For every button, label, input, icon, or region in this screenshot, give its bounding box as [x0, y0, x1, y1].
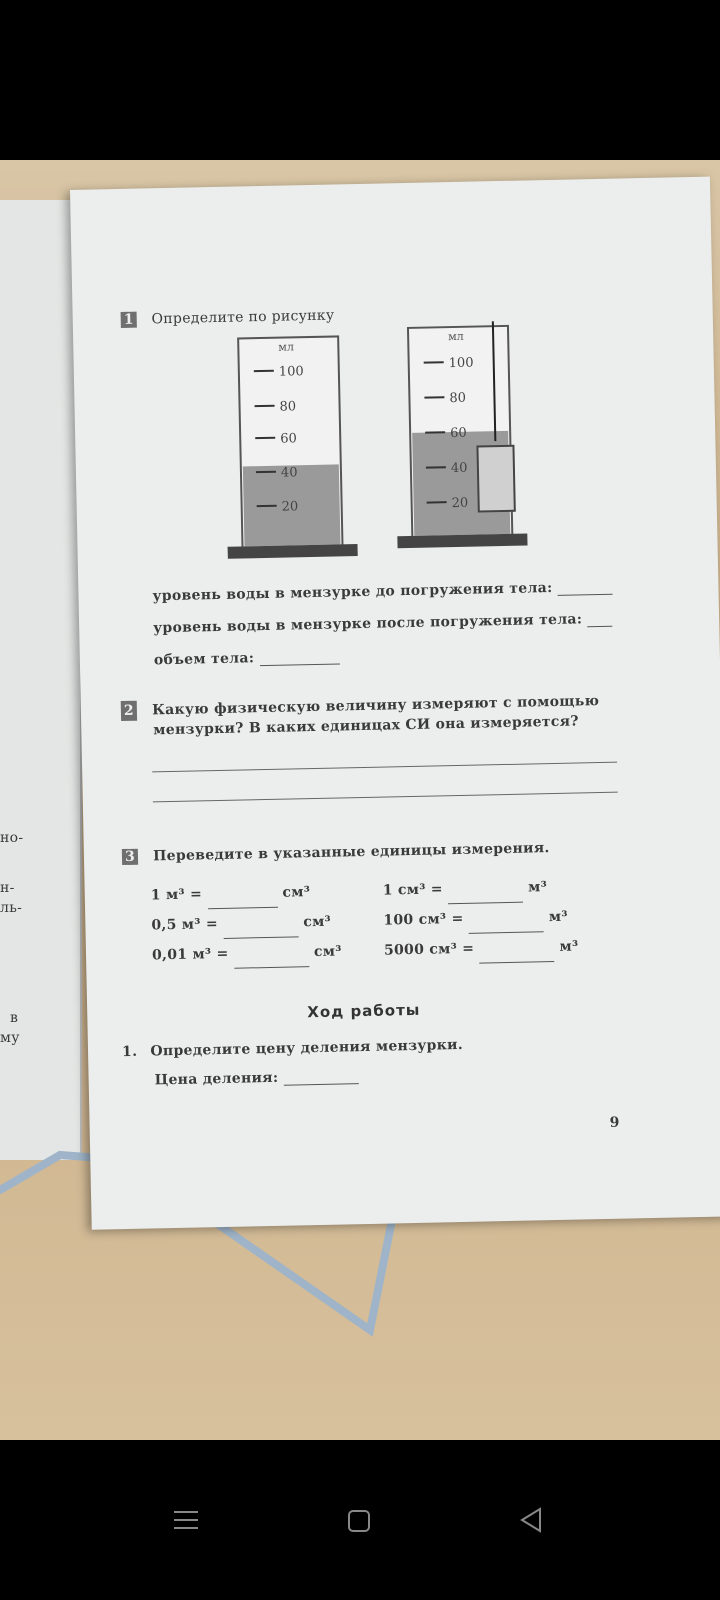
left-page-fragment: му	[0, 1030, 20, 1046]
task2-answer-line-2[interactable]	[153, 792, 618, 803]
scale-label: 80	[279, 399, 297, 415]
step-number: 1.	[121, 1043, 138, 1061]
conversion-unit: см³	[282, 884, 311, 901]
conversion-row	[382, 872, 577, 906]
left-page-fragment: н-	[0, 880, 15, 896]
conversion-row	[384, 932, 579, 966]
scale-label: 80	[449, 390, 467, 407]
conversion-unit: м³	[559, 938, 579, 955]
step-text: Определите цену деления мензурки.	[150, 1036, 464, 1060]
beaker-unit-label: мл	[448, 329, 464, 344]
conversion-row	[152, 936, 342, 970]
division-price-blank[interactable]	[284, 1082, 359, 1086]
level-after-label: уровень воды в мензурке после погружения тела:	[153, 611, 583, 637]
workbook-page	[70, 177, 720, 1230]
volume-label: объем тела:	[153, 650, 255, 669]
division-price-row	[154, 1068, 358, 1088]
submerged-body	[477, 446, 514, 512]
beaker-before	[223, 336, 358, 559]
level-before-blank[interactable]	[558, 593, 613, 596]
back-icon[interactable]	[518, 1506, 544, 1534]
task-number: 3	[122, 849, 138, 865]
scale-label: 60	[450, 425, 467, 442]
home-icon[interactable]	[346, 1508, 372, 1534]
conversion-unit: м³	[548, 908, 569, 926]
level-before-row	[152, 579, 613, 605]
left-page-fragment: в	[10, 1010, 19, 1026]
conversion-blank[interactable]	[480, 960, 555, 964]
conversion-lhs: 100 см³ =	[383, 910, 464, 929]
conversion-unit: м³	[528, 879, 548, 896]
conversion-unit: см³	[313, 943, 342, 961]
task2-line2: мензурки? В каких единицах СИ она измеряется?	[153, 713, 579, 739]
scale-label: 40	[280, 465, 298, 481]
scale-label: 20	[451, 495, 469, 512]
task-number: 1	[121, 312, 137, 328]
conversion-unit: см³	[303, 913, 332, 931]
level-before-label: уровень воды в мензурке до погружения тела:	[152, 579, 553, 605]
photo-background	[0, 160, 720, 1440]
beaker-after	[393, 321, 528, 549]
level-after-blank[interactable]	[588, 625, 613, 628]
task3-title: Переведите в указанные единицы измерения.	[153, 840, 550, 865]
beaker-unit-label: мл	[278, 340, 295, 354]
task2-answer-line-1[interactable]	[152, 762, 617, 773]
left-page-fragment: ль-	[0, 900, 23, 916]
task-number: 2	[121, 701, 137, 721]
conversion-row	[151, 906, 341, 940]
task3-right-column	[382, 872, 578, 966]
menu-icon[interactable]	[172, 1508, 200, 1532]
scale-label: 100	[278, 364, 304, 380]
volume-row	[154, 648, 340, 668]
conversion-lhs: 0,5 м³ =	[151, 916, 219, 934]
scale-label: 100	[448, 355, 474, 372]
conversion-lhs: 5000 см³ =	[383, 940, 475, 959]
conversion-blank[interactable]	[234, 965, 309, 969]
task1-title: Определите по рисунку	[151, 307, 335, 328]
left-page-edge	[0, 200, 82, 1160]
conversion-lhs: 0,01 м³ =	[151, 945, 229, 964]
task3-left-column	[150, 876, 342, 970]
level-after-row	[153, 611, 613, 637]
scale-label: 20	[281, 499, 299, 515]
task3-header	[122, 840, 550, 865]
division-price-label: Цена деления:	[154, 1069, 279, 1089]
conversion-lhs: 1 м³ =	[150, 886, 203, 904]
work-heading: Ход работы	[307, 1000, 421, 1022]
work-step-1	[122, 1037, 463, 1060]
left-page-fragment: но-	[0, 830, 24, 846]
task2-line1: Какую физическую величину измеряют с помощью	[151, 693, 600, 719]
android-nav-bar	[0, 1440, 720, 1600]
scale-label: 40	[450, 460, 468, 477]
scale-label: 60	[280, 431, 297, 447]
task2	[121, 689, 702, 741]
conversion-lhs: 1 см³ =	[382, 881, 444, 899]
conversion-row	[383, 902, 578, 936]
beakers-illustration	[223, 320, 568, 567]
page-number: 9	[609, 1114, 620, 1131]
conversion-row	[150, 876, 340, 910]
volume-blank[interactable]	[260, 662, 340, 666]
